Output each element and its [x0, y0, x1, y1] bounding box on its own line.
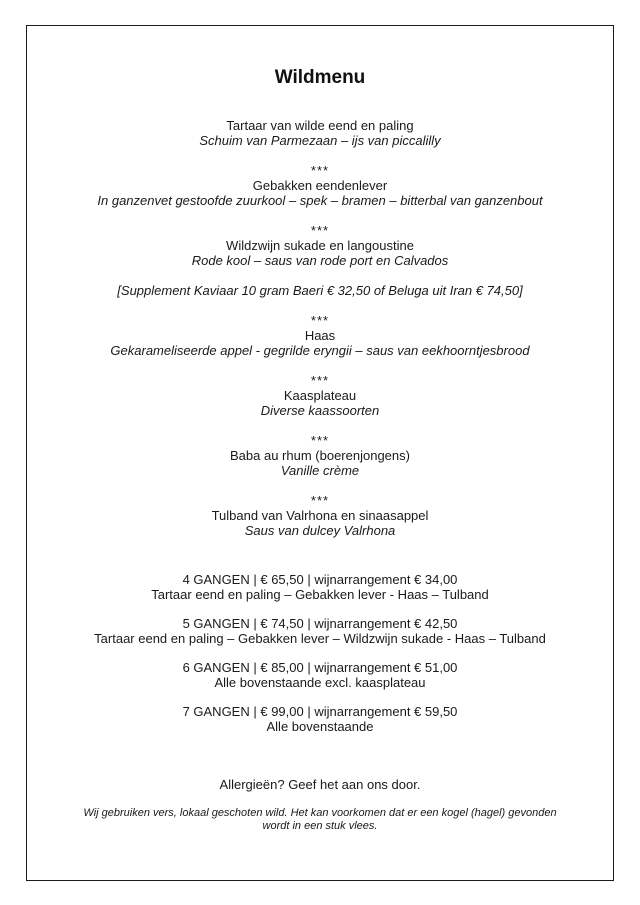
package-price-line: 5 GANGEN | € 74,50 | wijnarrangement € 42,50 — [182, 616, 458, 631]
course-description: In ganzenvet gestoofde zuurkool – spek – bramen – bitterbal van ganzenbout — [97, 193, 543, 208]
course-item-tartaar — [27, 118, 613, 148]
game-meat-disclaimer: Wij gebruiken vers, lokaal geschoten wild. Het kan voorkomen dat er een kogel (hagel) gevonden wordt in een stuk vlees. — [83, 807, 557, 832]
package-7-gangen — [27, 704, 613, 734]
course-name: Tulband van Valrhona en sinaasappel — [211, 508, 429, 523]
caviar-supplement-note: [Supplement Kaviaar 10 gram Baeri € 32,50 of Beluga uit Iran € 74,50] — [117, 283, 523, 298]
course-description: Schuim van Parmezaan – ijs van piccalilly — [199, 133, 441, 148]
menu-page-border — [26, 25, 614, 881]
course-name: Haas — [304, 328, 336, 343]
course-separator: *** — [310, 313, 330, 328]
course-name: Gebakken eendenlever — [252, 178, 388, 193]
course-item-tulband — [27, 508, 613, 538]
course-name: Baba au rhum (boerenjongens) — [230, 448, 410, 463]
course-item-eendenlever — [27, 178, 613, 208]
course-description: Vanille crème — [280, 463, 360, 478]
course-separator: *** — [310, 163, 330, 178]
package-6-gangen — [27, 660, 613, 690]
menu-title: Wildmenu — [274, 67, 366, 88]
course-name: Tartaar van wilde eend en paling — [226, 118, 414, 133]
course-separator: *** — [310, 493, 330, 508]
package-courses-line: Alle bovenstaande — [266, 719, 374, 734]
course-name: Wildzwijn sukade en langoustine — [226, 238, 414, 253]
course-name: Kaasplateau — [283, 388, 357, 403]
course-item-baba — [27, 448, 613, 478]
course-description: Diverse kaassoorten — [260, 403, 380, 418]
course-item-haas — [27, 328, 613, 358]
course-item-wildzwijn — [27, 238, 613, 268]
course-description: Gekarameliseerde appel - gegrilde eryngii – saus van eekhoorntjesbrood — [110, 343, 530, 358]
package-price-line: 4 GANGEN | € 65,50 | wijnarrangement € 34,00 — [182, 572, 458, 587]
course-item-kaasplateau — [27, 388, 613, 418]
course-separator: *** — [310, 433, 330, 448]
package-courses-line: Alle bovenstaande excl. kaasplateau — [214, 675, 426, 690]
packages-section — [27, 572, 613, 734]
package-4-gangen — [27, 572, 613, 602]
package-courses-line: Tartaar eend en paling – Gebakken lever – Wildzwijn sukade - Haas – Tulband — [94, 631, 546, 646]
package-price-line: 7 GANGEN | € 99,00 | wijnarrangement € 59,50 — [182, 704, 458, 719]
package-price-line: 6 GANGEN | € 85,00 | wijnarrangement € 51,00 — [182, 660, 458, 675]
course-description: Saus van dulcey Valrhona — [244, 523, 396, 538]
package-courses-line: Tartaar eend en paling – Gebakken lever - Haas – Tulband — [151, 587, 489, 602]
course-description: Rode kool – saus van rode port en Calvados — [191, 253, 449, 268]
course-separator: *** — [310, 223, 330, 238]
courses-section — [27, 118, 613, 538]
course-separator: *** — [310, 373, 330, 388]
allergy-note: Allergieën? Geef het aan ons door. — [219, 777, 421, 792]
package-5-gangen — [27, 616, 613, 646]
